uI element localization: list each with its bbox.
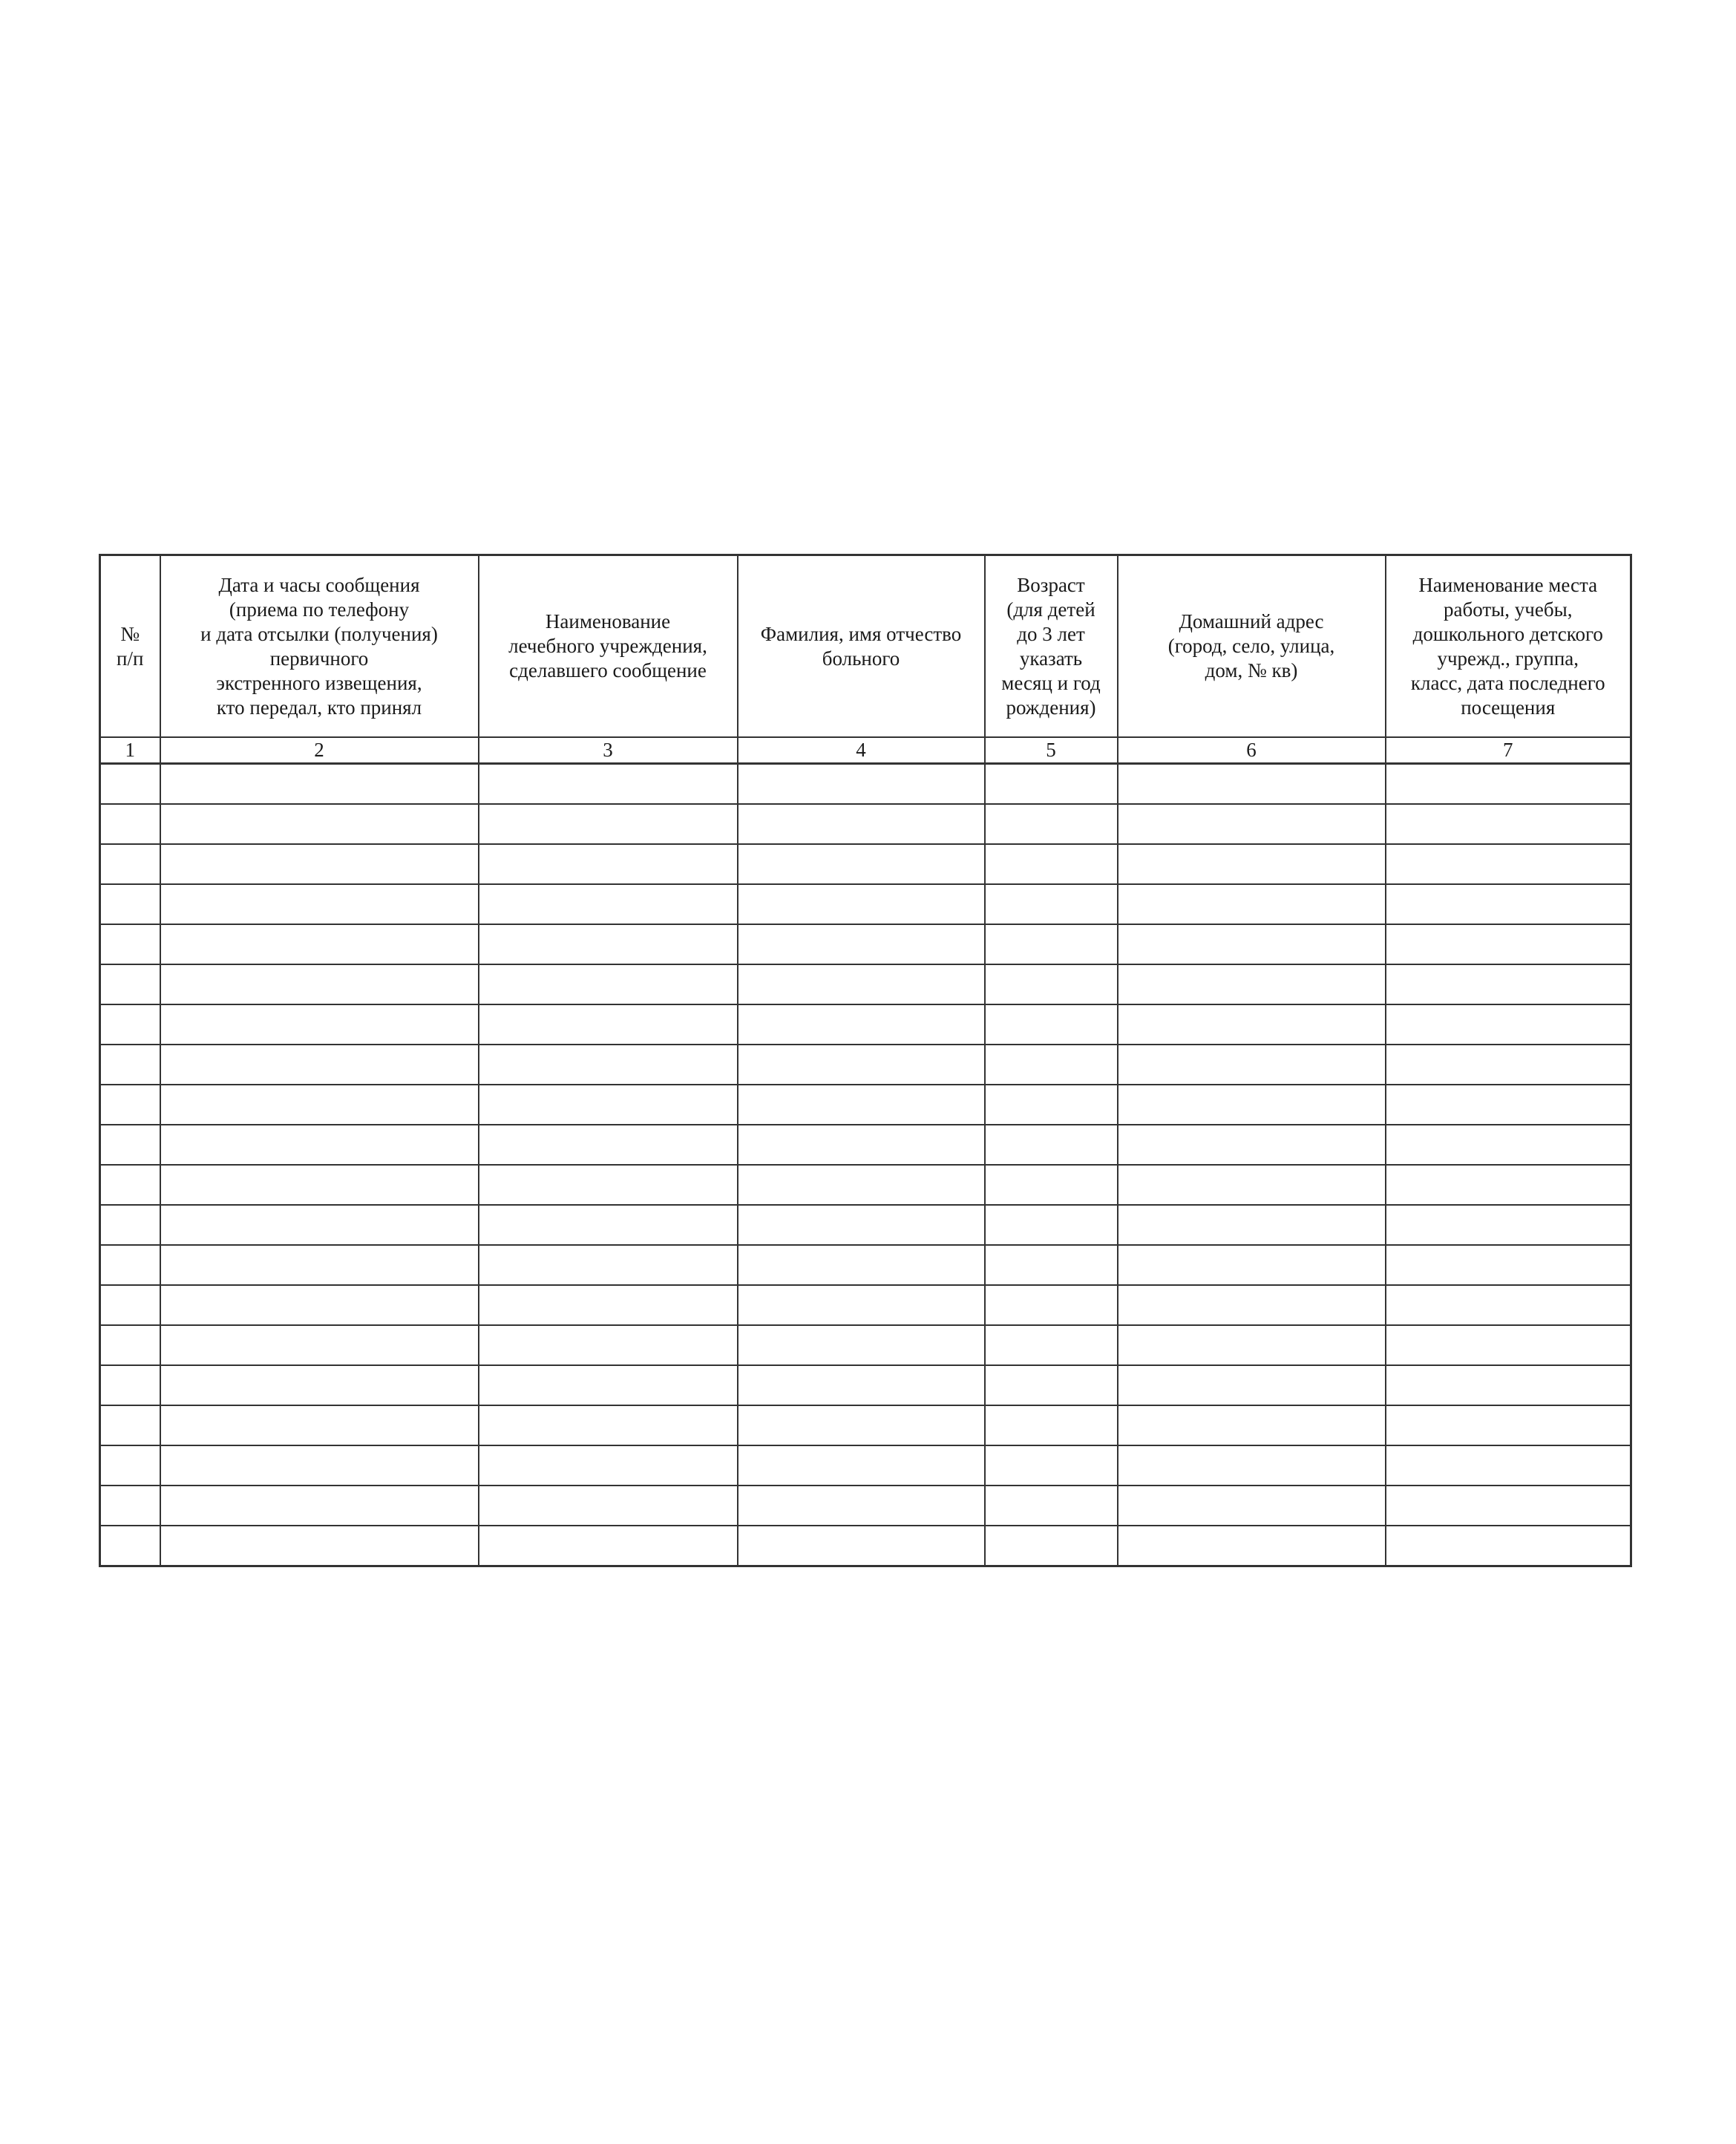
- table-cell: [1118, 884, 1386, 924]
- header-cell-patient-name: [738, 555, 985, 738]
- table-cell: [100, 884, 160, 924]
- table-cell: [1118, 1045, 1386, 1085]
- column-number: 3: [479, 737, 738, 764]
- table-cell: [479, 1245, 738, 1285]
- table-cell: [160, 1365, 479, 1405]
- table-cell: [985, 1004, 1118, 1045]
- table-row: [100, 1125, 1631, 1165]
- header-cell-home-address: [1118, 555, 1386, 738]
- table-row: [100, 964, 1631, 1004]
- table-cell: [160, 764, 479, 805]
- table-cell: [1118, 1004, 1386, 1045]
- table-cell: [1386, 1085, 1631, 1125]
- table-cell: [160, 804, 479, 844]
- column-number: 4: [738, 737, 985, 764]
- table-cell: [1386, 1245, 1631, 1285]
- table-cell: [100, 1486, 160, 1526]
- table-cell: [100, 1365, 160, 1405]
- table-cell: [1386, 924, 1631, 964]
- table-cell: [1386, 1486, 1631, 1526]
- table-cell: [160, 964, 479, 1004]
- header-row: [100, 555, 1631, 738]
- table-cell: [985, 1526, 1118, 1566]
- table-cell: [1386, 1526, 1631, 1566]
- table-cell: [479, 1085, 738, 1125]
- table-cell: [985, 924, 1118, 964]
- table-cell: [1118, 1165, 1386, 1205]
- table-cell: [1118, 1526, 1386, 1566]
- table-cell: [1386, 964, 1631, 1004]
- table-cell: [160, 1245, 479, 1285]
- table-cell: [479, 1045, 738, 1085]
- table-cell: [985, 804, 1118, 844]
- table-cell: [100, 1165, 160, 1205]
- table-cell: [1386, 764, 1631, 805]
- table-cell: [738, 964, 985, 1004]
- table-cell: [160, 1085, 479, 1125]
- column-number: 2: [160, 737, 479, 764]
- table-cell: [479, 1205, 738, 1245]
- header-label: Возраст (для детей до 3 лет указать месяц и год рождения): [1001, 573, 1101, 719]
- table-cell: [738, 1085, 985, 1125]
- table-row: [100, 1445, 1631, 1486]
- table-cell: [985, 1165, 1118, 1205]
- table-row: [100, 924, 1631, 964]
- table-cell: [160, 1526, 479, 1566]
- table-cell: [100, 1205, 160, 1245]
- table-cell: [100, 1004, 160, 1045]
- table-cell: [738, 1325, 985, 1365]
- table-cell: [738, 1526, 985, 1566]
- table-cell: [100, 764, 160, 805]
- table-cell: [100, 1325, 160, 1365]
- table-cell: [479, 1405, 738, 1445]
- table-cell: [479, 844, 738, 884]
- table-cell: [738, 1486, 985, 1526]
- header-cell-row-number: [100, 555, 160, 738]
- column-number: 6: [1118, 737, 1386, 764]
- table-cell: [100, 804, 160, 844]
- table-cell: [479, 1325, 738, 1365]
- column-number: 5: [985, 737, 1118, 764]
- table-cell: [100, 1125, 160, 1165]
- table-row: [100, 1045, 1631, 1085]
- table-cell: [985, 1365, 1118, 1405]
- table-cell: [160, 1405, 479, 1445]
- table-cell: [1386, 1165, 1631, 1205]
- header-cell-workplace: [1386, 555, 1631, 738]
- table-row: [100, 844, 1631, 884]
- table-cell: [1118, 1365, 1386, 1405]
- table-cell: [1118, 844, 1386, 884]
- table-cell: [1386, 1325, 1631, 1365]
- table-cell: [985, 764, 1118, 805]
- table-cell: [479, 764, 738, 805]
- table-cell: [479, 924, 738, 964]
- table-cell: [985, 1045, 1118, 1085]
- table-cell: [738, 1045, 985, 1085]
- table-cell: [1118, 1285, 1386, 1325]
- notification-register-table: [99, 554, 1632, 1567]
- table-cell: [1386, 1445, 1631, 1486]
- table-cell: [985, 1245, 1118, 1285]
- table-cell: [985, 884, 1118, 924]
- table-row: [100, 1285, 1631, 1325]
- header-label: Дата и часы сообщения (приема по телефону и дата отсылки (получения) первичного экстренного извещения, кто передал, кто принял: [200, 573, 438, 719]
- table-cell: [985, 1125, 1118, 1165]
- table-row: [100, 884, 1631, 924]
- table-cell: [985, 1325, 1118, 1365]
- table-cell: [479, 1285, 738, 1325]
- table-cell: [160, 844, 479, 884]
- table-cell: [160, 1045, 479, 1085]
- table-cell: [738, 924, 985, 964]
- table-cell: [1118, 964, 1386, 1004]
- table-cell: [479, 964, 738, 1004]
- table-cell: [479, 884, 738, 924]
- table-cell: [160, 1205, 479, 1245]
- table-cell: [985, 1205, 1118, 1245]
- table-cell: [100, 1526, 160, 1566]
- table-cell: [1386, 1045, 1631, 1085]
- table-cell: [1386, 804, 1631, 844]
- table-cell: [479, 1445, 738, 1486]
- table-cell: [160, 1445, 479, 1486]
- table-cell: [1386, 844, 1631, 884]
- table-row: [100, 804, 1631, 844]
- table-row: [100, 1165, 1631, 1205]
- table-cell: [160, 1486, 479, 1526]
- table-cell: [160, 1165, 479, 1205]
- table-row: [100, 764, 1631, 805]
- header-label: Домашний адрес (город, село, улица, дом, № кв): [1167, 610, 1335, 682]
- table-cell: [1386, 1125, 1631, 1165]
- table-row: [100, 1365, 1631, 1405]
- table-cell: [985, 1405, 1118, 1445]
- table-cell: [100, 964, 160, 1004]
- table-cell: [160, 1285, 479, 1325]
- table-cell: [160, 924, 479, 964]
- table-cell: [100, 844, 160, 884]
- table-row: [100, 1245, 1631, 1285]
- table-cell: [100, 1405, 160, 1445]
- table-cell: [985, 964, 1118, 1004]
- table-cell: [738, 1285, 985, 1325]
- column-number: 1: [100, 737, 160, 764]
- table-cell: [160, 1004, 479, 1045]
- table-cell: [100, 1245, 160, 1285]
- header-label: Наименование места работы, учебы, дошкольного детского учрежд., группа, класс, дата последнего посещения: [1410, 573, 1605, 719]
- table-cell: [738, 1405, 985, 1445]
- table-cell: [1118, 1445, 1386, 1486]
- table-cell: [738, 1165, 985, 1205]
- table-cell: [160, 1125, 479, 1165]
- table-cell: [1118, 1405, 1386, 1445]
- header-cell-institution: [479, 555, 738, 738]
- table-cell: [985, 1486, 1118, 1526]
- table-cell: [479, 1365, 738, 1405]
- table-row: [100, 1486, 1631, 1526]
- table-cell: [738, 1445, 985, 1486]
- table-cell: [100, 1085, 160, 1125]
- table-cell: [738, 1125, 985, 1165]
- table-row: [100, 1325, 1631, 1365]
- table-cell: [1118, 924, 1386, 964]
- table-cell: [1118, 764, 1386, 805]
- table-cell: [738, 1004, 985, 1045]
- table-row: [100, 1205, 1631, 1245]
- table-cell: [738, 1205, 985, 1245]
- header-cell-age: [985, 555, 1118, 738]
- table-cell: [1118, 1325, 1386, 1365]
- table-cell: [479, 1526, 738, 1566]
- table-row: [100, 1405, 1631, 1445]
- header-cell-message-date: [160, 555, 479, 738]
- table-row: [100, 1526, 1631, 1566]
- table-cell: [738, 804, 985, 844]
- header-label: № п/п: [117, 622, 144, 670]
- table-cell: [160, 884, 479, 924]
- table-cell: [738, 884, 985, 924]
- table-cell: [100, 924, 160, 964]
- table-cell: [1118, 804, 1386, 844]
- table-cell: [1386, 1365, 1631, 1405]
- header-label: Фамилия, имя отчество больного: [760, 622, 962, 670]
- table-cell: [100, 1285, 160, 1325]
- table-cell: [1118, 1486, 1386, 1526]
- table-cell: [1386, 1205, 1631, 1245]
- table-cell: [985, 1085, 1118, 1125]
- table-cell: [1386, 1285, 1631, 1325]
- column-number: 7: [1386, 737, 1631, 764]
- table-cell: [1386, 1405, 1631, 1445]
- table-cell: [1386, 1004, 1631, 1045]
- table-cell: [985, 1285, 1118, 1325]
- table-cell: [1118, 1085, 1386, 1125]
- table-cell: [1118, 1245, 1386, 1285]
- table-cell: [100, 1045, 160, 1085]
- table-cell: [160, 1325, 479, 1365]
- table-cell: [738, 1245, 985, 1285]
- table-cell: [1386, 884, 1631, 924]
- table-cell: [479, 804, 738, 844]
- table-cell: [479, 1004, 738, 1045]
- table-cell: [738, 1365, 985, 1405]
- table-body: [100, 764, 1631, 1566]
- table-cell: [738, 764, 985, 805]
- table-cell: [479, 1125, 738, 1165]
- column-number-row: [100, 737, 1631, 764]
- table-cell: [1118, 1125, 1386, 1165]
- table-cell: [100, 1445, 160, 1486]
- table-cell: [985, 844, 1118, 884]
- table-cell: [738, 844, 985, 884]
- table-cell: [1118, 1205, 1386, 1245]
- header-label: Наименование лечебного учреждения, сделавшего сообщение: [508, 610, 707, 682]
- table-cell: [985, 1445, 1118, 1486]
- table-cell: [479, 1486, 738, 1526]
- table-row: [100, 1004, 1631, 1045]
- table-row: [100, 1085, 1631, 1125]
- table-cell: [479, 1165, 738, 1205]
